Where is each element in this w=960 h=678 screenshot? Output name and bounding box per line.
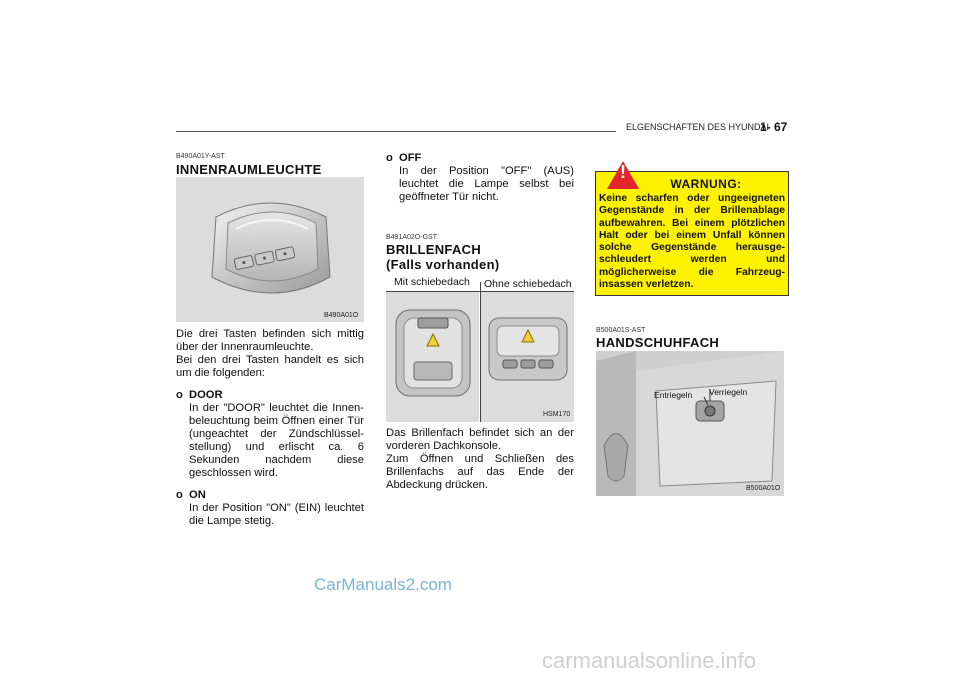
- sunglass-holder-figure: [386, 276, 574, 422]
- label-unlock: Entriegeln: [654, 390, 693, 400]
- figure-code: B500A01O: [746, 485, 781, 492]
- section-title: INNENRAUMLEUCHTE: [176, 162, 322, 177]
- section-title: HANDSCHUHFACH: [596, 335, 720, 350]
- watermark-right: carmanualsonline.info: [542, 648, 757, 673]
- section-subtitle: (Falls vorhanden): [386, 257, 500, 272]
- glove-box-illustration: [596, 351, 784, 496]
- page-number: 1- 67: [760, 120, 788, 134]
- label-without-sunroof: Ohne schiebedach: [484, 278, 572, 290]
- item-text-off: In der Position "OFF" (AUS) leuchtet die Lampe selbst bei geöffneter Tür nicht.: [399, 165, 574, 203]
- with-sunroof-illustration: [386, 292, 479, 422]
- watermark-left: CarManuals2.com: [314, 575, 452, 594]
- without-sunroof-image: [481, 292, 574, 422]
- sunglass-para-2: Zum Öffnen und Schließen des Brillenfachs auf das Ende der Abdeckung drücken.: [386, 453, 574, 491]
- section-code: B491A02O-GST: [386, 234, 437, 241]
- interior-lamp-figure: [176, 177, 364, 322]
- lamp-intro: Die drei Tasten befinden sich mittig über der Innenraumleuchte.: [176, 328, 364, 353]
- warning-symbol: !: [620, 162, 626, 182]
- section-title: BRILLENFACH: [386, 242, 482, 257]
- figure-code: B490A01O: [324, 312, 359, 319]
- item-text-on: In der Position "ON" (EIN) leuchtet die Lampe stetig.: [189, 502, 364, 527]
- label-with-sunroof: Mit schiebedach: [394, 276, 470, 288]
- running-title: ELGENSCHAFTEN DES HYUNDAI: [626, 122, 770, 132]
- item-title-off: OFF: [399, 152, 422, 164]
- lamp-intro-2: Bei den drei Tasten handelt es sich um die folgenden:: [176, 354, 364, 379]
- figure-code: HSM170: [543, 411, 571, 418]
- section-code: B490A01Y-AST: [176, 153, 225, 160]
- header-rule: [176, 131, 616, 132]
- warning-box: [595, 162, 789, 296]
- label-lock: Verriegeln: [709, 387, 748, 397]
- bullet-marker: o: [176, 389, 183, 401]
- item-text-door: In der "DOOR" leuchtet die Innen-beleuchtung beim Öffnen einer Tür (ungeachtet der Zündschlüssel-stellung) und erlischt ca. 6 Sekunden nachdem diese geschlossen wird.: [189, 402, 364, 479]
- item-title-on: ON: [189, 489, 206, 501]
- glove-box-figure: [596, 351, 784, 496]
- bullet-marker: o: [176, 489, 183, 501]
- without-sunroof-illustration: [481, 292, 574, 422]
- warning-title: WARNUNG:: [670, 177, 742, 191]
- section-code: B500A01S-AST: [596, 327, 646, 334]
- with-sunroof-image: [386, 292, 479, 422]
- warning-text: Keine scharfen oder ungeeigneten Gegenstände in der Brillenablage aufbewahren. Bei einem plötzlichen Halt oder bei einem Unfall können solche Gegenstände herausge-schleudert werden und möglicherweise die Fahrzeug-insassen verletzen.: [599, 193, 785, 291]
- item-title-door: DOOR: [189, 389, 223, 401]
- interior-lamp-illustration: [176, 177, 364, 322]
- sunglass-para-1: Das Brillenfach befindet sich an der vorderen Dachkonsole.: [386, 427, 574, 452]
- bullet-marker: o: [386, 152, 393, 164]
